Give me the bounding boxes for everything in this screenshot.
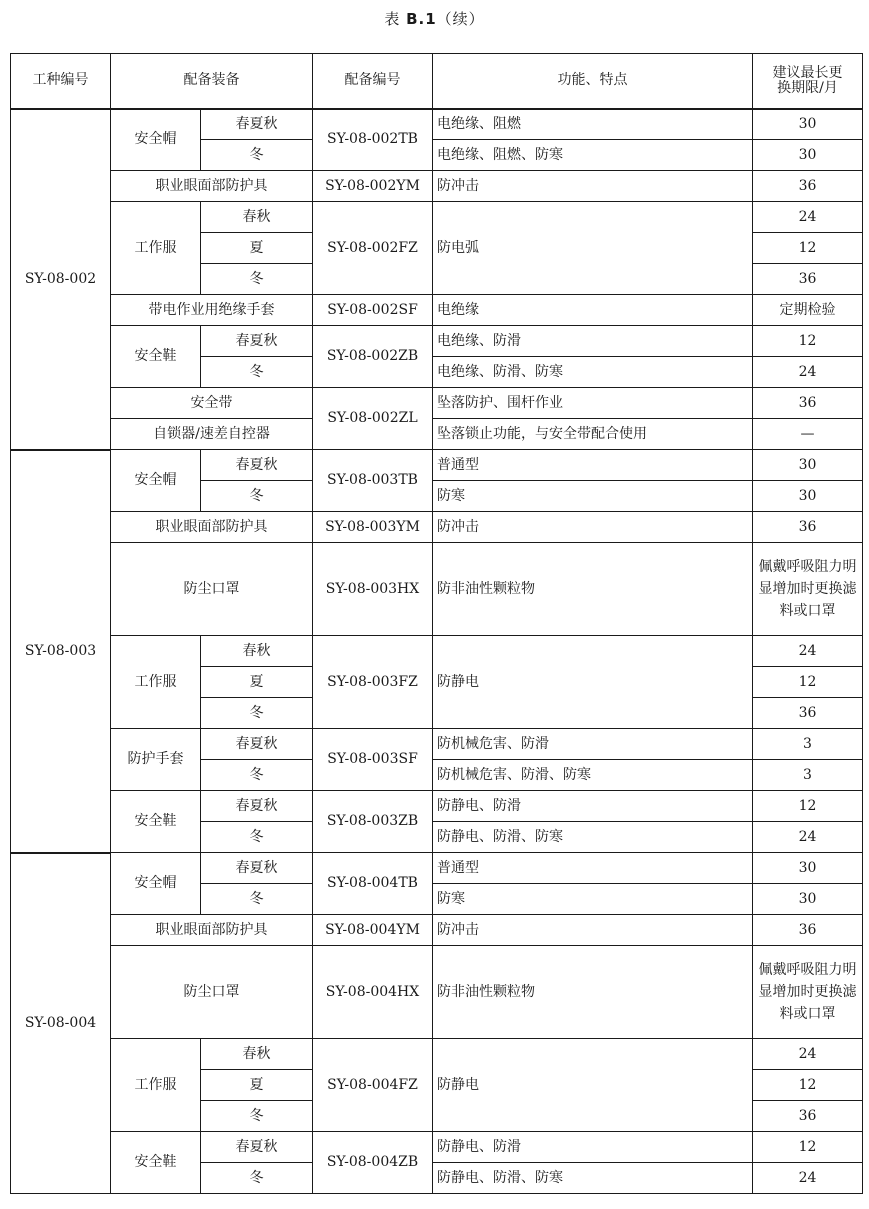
table-row [11, 791, 863, 822]
feature-cell: 防冲击 [433, 171, 753, 202]
season-cell: 春夏秋 [201, 1132, 313, 1163]
code-cell: SY-08-002ZL [313, 388, 433, 450]
feature-cell: 防静电、防滑、防寒 [433, 1163, 753, 1194]
item-cell: 安全鞋 [111, 1132, 201, 1194]
item-cell: 安全帽 [111, 109, 201, 171]
item-cell: 工作服 [111, 202, 201, 295]
period-cell: 12 [753, 326, 863, 357]
code-cell: SY-08-004TB [313, 853, 433, 915]
season-cell: 冬 [201, 1163, 313, 1194]
code-cell: SY-08-002ZB [313, 326, 433, 388]
period-cell: 12 [753, 791, 863, 822]
feature-cell: 坠落锁止功能，与安全带配合使用 [433, 419, 753, 450]
header-period [753, 54, 863, 109]
item-cell: 防尘口罩 [111, 946, 313, 1039]
table-row [11, 326, 863, 357]
table-row [11, 109, 863, 140]
table-row [11, 388, 863, 419]
period-cell: 24 [753, 357, 863, 388]
item-cell: 防护手套 [111, 729, 201, 791]
feature-cell: 防机械危害、防滑、防寒 [433, 760, 753, 791]
feature-cell: 防寒 [433, 884, 753, 915]
period-cell: 24 [753, 636, 863, 667]
feature-cell: 普通型 [433, 853, 753, 884]
feature-cell: 坠落防护、围杆作业 [433, 388, 753, 419]
period-cell: 24 [753, 822, 863, 853]
code-cell: SY-08-004HX [313, 946, 433, 1039]
item-cell: 安全帽 [111, 853, 201, 915]
feature-cell: 防机械危害、防滑 [433, 729, 753, 760]
season-cell: 春夏秋 [201, 109, 313, 140]
table-row [11, 419, 863, 450]
item-cell: 安全鞋 [111, 326, 201, 388]
item-cell: 职业眼面部防护具 [111, 171, 313, 202]
feature-cell: 防冲击 [433, 915, 753, 946]
period-cell: 24 [753, 1163, 863, 1194]
code-cell: SY-08-003FZ [313, 636, 433, 729]
table-row [11, 729, 863, 760]
caption-suffix: （续） [436, 10, 485, 28]
item-cell: 职业眼面部防护具 [111, 512, 313, 543]
feature-cell: 电绝缘、防滑、防寒 [433, 357, 753, 388]
table-row [11, 946, 863, 1039]
table-row [11, 512, 863, 543]
table-row [11, 171, 863, 202]
feature-cell: 电绝缘、阻燃 [433, 109, 753, 140]
period-cell: 佩戴呼吸阻力明显增加时更换滤料或口罩 [753, 543, 863, 636]
period-cell: 30 [753, 109, 863, 140]
season-cell: 夏 [201, 233, 313, 264]
code-cell: SY-08-003ZB [313, 791, 433, 853]
feature-cell: 防非油性颗粒物 [433, 946, 753, 1039]
item-cell: 职业眼面部防护具 [111, 915, 313, 946]
item-cell: 安全帽 [111, 450, 201, 512]
code-cell: SY-08-003YM [313, 512, 433, 543]
code-cell: SY-08-004FZ [313, 1039, 433, 1132]
season-cell: 春夏秋 [201, 791, 313, 822]
season-cell: 春秋 [201, 1039, 313, 1070]
period-cell: 36 [753, 388, 863, 419]
season-cell: 春秋 [201, 202, 313, 233]
code-cell: SY-08-004ZB [313, 1132, 433, 1194]
feature-cell: 电绝缘、防滑 [433, 326, 753, 357]
period-cell: 12 [753, 233, 863, 264]
table-row [11, 1132, 863, 1163]
season-cell: 冬 [201, 481, 313, 512]
caption-table-no: B.1 [406, 10, 437, 28]
period-cell: 12 [753, 1132, 863, 1163]
feature-cell: 防寒 [433, 481, 753, 512]
season-cell: 冬 [201, 264, 313, 295]
code-cell: SY-08-002SF [313, 295, 433, 326]
period-cell: 36 [753, 171, 863, 202]
period-cell: 36 [753, 915, 863, 946]
table-row [11, 1039, 863, 1070]
feature-cell: 电绝缘 [433, 295, 753, 326]
code-cell: SY-08-003SF [313, 729, 433, 791]
season-cell: 冬 [201, 698, 313, 729]
header-code: 配备编号 [313, 54, 433, 109]
job-code-cell: SY-08-002 [11, 109, 111, 450]
period-cell: 30 [753, 450, 863, 481]
season-cell: 冬 [201, 140, 313, 171]
equipment-table [10, 53, 863, 1194]
season-cell: 冬 [201, 1101, 313, 1132]
item-cell: 工作服 [111, 636, 201, 729]
feature-cell: 防非油性颗粒物 [433, 543, 753, 636]
table-row [11, 295, 863, 326]
season-cell: 冬 [201, 884, 313, 915]
period-cell: 30 [753, 884, 863, 915]
feature-cell: 普通型 [433, 450, 753, 481]
item-cell: 带电作业用绝缘手套 [111, 295, 313, 326]
period-cell: 12 [753, 1070, 863, 1101]
header-period-line2: 换期限/月 [777, 79, 838, 96]
period-cell: 36 [753, 264, 863, 295]
item-cell: 防尘口罩 [111, 543, 313, 636]
code-cell: SY-08-002FZ [313, 202, 433, 295]
season-cell: 春秋 [201, 636, 313, 667]
season-cell: 夏 [201, 1070, 313, 1101]
table-row [11, 915, 863, 946]
feature-cell: 防静电、防滑 [433, 791, 753, 822]
period-cell: 3 [753, 760, 863, 791]
code-cell: SY-08-004YM [313, 915, 433, 946]
season-cell: 夏 [201, 667, 313, 698]
season-cell: 春夏秋 [201, 450, 313, 481]
period-cell: 36 [753, 512, 863, 543]
period-cell: 36 [753, 698, 863, 729]
feature-cell: 防静电 [433, 636, 753, 729]
period-cell: 佩戴呼吸阻力明显增加时更换滤料或口罩 [753, 946, 863, 1039]
table-row [11, 450, 863, 481]
season-cell: 冬 [201, 822, 313, 853]
item-cell: 安全带 [111, 388, 313, 419]
header-job-code: 工种编号 [11, 54, 111, 109]
job-code-cell: SY-08-004 [11, 853, 111, 1194]
code-cell: SY-08-003TB [313, 450, 433, 512]
table-row [11, 853, 863, 884]
item-cell: 工作服 [111, 1039, 201, 1132]
table-row [11, 202, 863, 233]
table-row [11, 543, 863, 636]
table-row [11, 636, 863, 667]
caption-prefix: 表 [384, 10, 407, 28]
feature-cell: 防静电、防滑 [433, 1132, 753, 1163]
header-equipment: 配备装备 [111, 54, 313, 109]
period-cell: 3 [753, 729, 863, 760]
period-cell: 24 [753, 202, 863, 233]
feature-cell: 防冲击 [433, 512, 753, 543]
feature-cell: 防静电 [433, 1039, 753, 1132]
job-code-cell: SY-08-003 [11, 450, 111, 853]
season-cell: 春夏秋 [201, 853, 313, 884]
header-row [11, 54, 863, 109]
season-cell: 春夏秋 [201, 326, 313, 357]
period-cell: — [753, 419, 863, 450]
item-cell: 安全鞋 [111, 791, 201, 853]
season-cell: 春夏秋 [201, 729, 313, 760]
table-caption [0, 8, 869, 29]
feature-cell: 防静电、防滑、防寒 [433, 822, 753, 853]
period-cell: 定期检验 [753, 295, 863, 326]
period-cell: 30 [753, 481, 863, 512]
season-cell: 冬 [201, 357, 313, 388]
period-cell: 12 [753, 667, 863, 698]
season-cell: 冬 [201, 760, 313, 791]
feature-cell: 电绝缘、阻燃、防寒 [433, 140, 753, 171]
code-cell: SY-08-002TB [313, 109, 433, 171]
period-cell: 30 [753, 140, 863, 171]
header-features: 功能、特点 [433, 54, 753, 109]
code-cell: SY-08-002YM [313, 171, 433, 202]
item-cell: 自锁器/速差自控器 [111, 419, 313, 450]
code-cell: SY-08-003HX [313, 543, 433, 636]
feature-cell: 防电弧 [433, 202, 753, 295]
period-cell: 36 [753, 1101, 863, 1132]
period-cell: 24 [753, 1039, 863, 1070]
header-period-line1: 建议最长更 [772, 64, 843, 81]
period-cell: 30 [753, 853, 863, 884]
